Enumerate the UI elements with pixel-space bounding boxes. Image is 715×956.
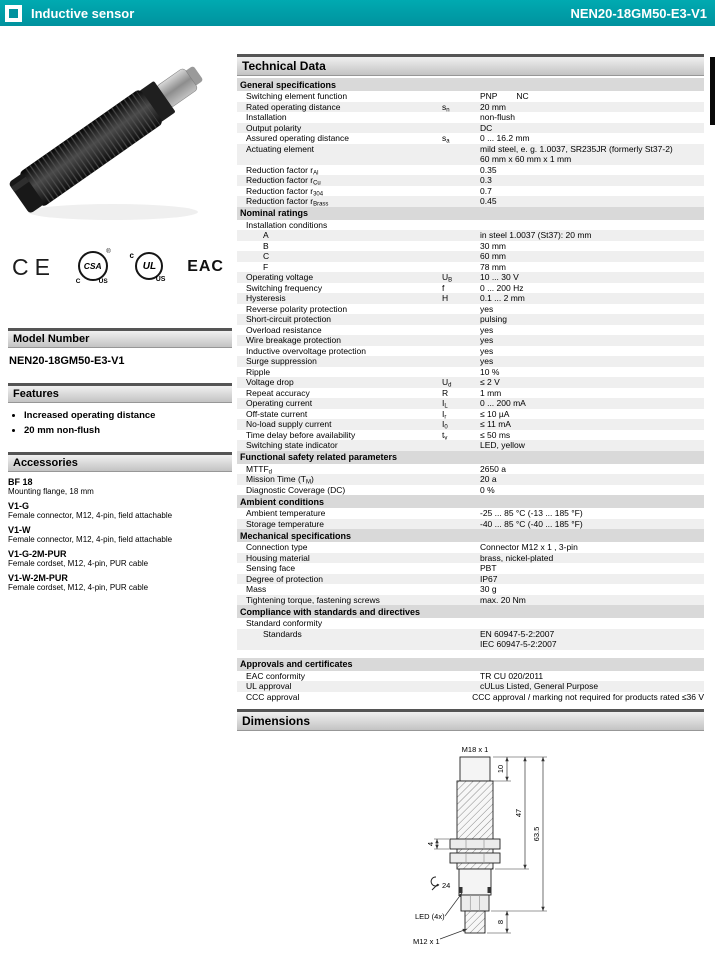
spec-row <box>237 681 704 692</box>
spec-value: yes <box>480 345 494 356</box>
spec-value: TR CU 020/2011 <box>480 670 544 681</box>
top-header-bar <box>0 0 715 26</box>
spec-label: EAC conformity <box>246 670 306 681</box>
section-title: General specifications <box>237 78 704 91</box>
spec-value: -25 ... 85 °C (-13 ... 185 °F) <box>480 508 583 518</box>
spec-value: mild steel, e. g. 1.0037, SR235JR (formerly St37-2) 60 mm x 60 mm x 1 mm <box>480 143 673 164</box>
spec-row <box>237 133 704 144</box>
spec-value: LED, yellow <box>480 440 525 450</box>
spec-row <box>237 262 704 273</box>
spec-value: -40 ... 85 °C (-40 ... 185 °F) <box>480 518 583 529</box>
spec-symbol <box>442 186 480 197</box>
spec-value: 0 ... 16.2 mm <box>480 133 530 143</box>
model-number-value: NEN20-18GM50-E3-V1 <box>9 355 125 367</box>
spec-value: 20 a <box>480 474 497 484</box>
section-title: Approvals and certificates <box>237 658 704 671</box>
spec-symbol <box>442 251 480 262</box>
model-number-heading: Model Number <box>8 328 232 348</box>
spec-symbol <box>442 220 480 231</box>
spec-value: ≤ 50 ms <box>480 429 511 440</box>
spec-label: Storage temperature <box>246 518 324 529</box>
spec-label: Short-circuit protection <box>246 314 332 324</box>
spec-symbol: $I_0$ <box>442 419 448 431</box>
drawing-sensing-sleeve <box>460 757 490 781</box>
spec-symbol <box>442 144 480 165</box>
spec-value: PNP NC <box>480 91 529 101</box>
spec-row <box>237 542 704 553</box>
spec-label: Assured operating distance <box>246 133 350 143</box>
spec-row <box>237 304 704 315</box>
accessories-heading: Accessories <box>8 452 232 472</box>
spec-row <box>237 574 704 585</box>
spec-label: Time delay before availability <box>246 429 356 440</box>
spec-symbol: R <box>442 387 449 398</box>
spec-symbol <box>442 681 480 692</box>
spec-symbol <box>442 440 480 451</box>
left-column <box>8 30 232 592</box>
spec-value: 0.7 <box>480 185 492 196</box>
spec-row <box>237 474 704 485</box>
section-title: Mechanical specifications <box>237 529 704 542</box>
spec-row <box>237 165 704 176</box>
spec-value: 0 ... 200 Hz <box>480 282 524 293</box>
spec-row <box>237 419 704 430</box>
accessory-description: Mounting flange, 18 mm <box>8 487 94 496</box>
accessory-description: Female cordset, M12, 4-pin, PUR cable <box>8 559 149 568</box>
spec-row <box>237 508 704 519</box>
spec-row <box>237 175 704 186</box>
spec-value: 0 ... 200 mA <box>480 398 526 408</box>
spec-row <box>237 123 704 134</box>
dim-label-63-5: 63.5 <box>532 826 541 842</box>
accessory-item <box>8 573 232 592</box>
drawing-led-right <box>488 887 491 893</box>
spec-row <box>237 314 704 325</box>
spec-label: Installation <box>246 112 287 122</box>
accessory-item <box>8 501 232 520</box>
spec-row <box>237 283 704 294</box>
spec-label: B <box>263 240 269 251</box>
spec-row <box>237 377 704 388</box>
spec-row <box>237 196 704 207</box>
spec-label: C <box>263 251 270 261</box>
csa-text: CSA <box>83 261 102 271</box>
spec-label: Standard conformity <box>246 618 323 628</box>
spec-row <box>237 144 704 165</box>
spec-symbol <box>442 629 480 650</box>
inductive-sensor-icon <box>5 5 22 22</box>
spec-symbol: f <box>442 282 445 293</box>
spec-label: Reduction factor $r_{304}$ <box>246 185 324 197</box>
accessory-name: V1-W <box>8 525 31 535</box>
spec-value: 0.3 <box>480 175 492 185</box>
right-column <box>237 54 704 956</box>
spec-symbol <box>442 91 480 102</box>
csa-c-label: C <box>75 278 81 285</box>
spec-row <box>237 346 704 357</box>
spec-row <box>237 618 704 629</box>
spec-value: 30 g <box>480 584 497 594</box>
spec-value: ≤ 2 V <box>480 377 500 387</box>
spec-row <box>237 584 704 595</box>
dimension-drawing-image <box>405 743 615 951</box>
spec-row <box>237 409 704 420</box>
spec-row <box>237 220 704 231</box>
product-category-title: Inductive sensor <box>31 5 135 21</box>
ce-mark-logo: CE <box>12 253 56 280</box>
spec-value: 60 mm <box>480 251 506 261</box>
csa-circle <box>78 249 111 281</box>
spec-row <box>237 692 704 703</box>
product-photo <box>8 30 232 232</box>
section-title: Nominal ratings <box>237 207 704 220</box>
spec-label: Ripple <box>246 366 271 377</box>
spec-value: yes <box>480 335 494 345</box>
spec-label: Actuating element <box>246 143 315 154</box>
wrench-icon <box>431 877 439 890</box>
spec-value: DC <box>480 122 493 133</box>
ul-text: UL <box>142 260 157 272</box>
accessory-description: Female connector, M12, 4-pin, field attachable <box>8 511 173 520</box>
spec-label: Overload resistance <box>246 324 322 335</box>
drawing-nut-1 <box>450 839 500 849</box>
spec-label: Inductive overvoltage protection <box>246 345 367 356</box>
drawing-connector-hex <box>461 895 489 911</box>
page-edge-mark <box>710 57 715 125</box>
accessory-description: Female cordset, M12, 4-pin, PUR cable <box>8 583 149 592</box>
spec-symbol <box>442 553 480 564</box>
spec-label: Diagnostic Coverage (DC) <box>246 484 346 495</box>
spec-symbol <box>442 262 480 273</box>
inductive-sensor-icon-inner <box>9 9 18 18</box>
spec-symbol <box>442 123 480 134</box>
spec-label: Sensing face <box>246 563 296 573</box>
spec-row <box>237 335 704 346</box>
spec-label: Installation conditions <box>246 219 328 230</box>
spec-row <box>237 519 704 530</box>
spec-symbol: $t_v$ <box>442 429 448 441</box>
dim-label-24: 24 <box>442 881 451 890</box>
spec-symbol <box>442 346 480 357</box>
spec-symbol <box>442 508 480 519</box>
section-title: Compliance with standards and directives <box>237 605 704 618</box>
spec-label: Tightening torque, fastening screws <box>246 594 380 605</box>
spec-value: 78 mm <box>480 261 506 272</box>
spec-value: 0.35 <box>480 164 497 175</box>
spec-symbol <box>442 314 480 325</box>
spec-row <box>237 186 704 197</box>
csa-mark-logo <box>76 249 110 285</box>
dim-label-8: 8 <box>496 919 505 925</box>
technical-data-table <box>237 78 704 702</box>
spec-symbol <box>442 618 480 629</box>
ul-us-label: US <box>155 276 166 283</box>
spec-value: in steel 1.0037 (St37): 20 mm <box>480 230 592 240</box>
spec-label: CCC approval <box>246 691 300 702</box>
spec-symbol <box>442 112 480 123</box>
eac-mark-logo: EAC <box>187 258 224 275</box>
spec-symbol <box>442 304 480 315</box>
spec-row <box>237 272 704 283</box>
spec-symbol <box>442 356 480 367</box>
spec-label: Operating voltage <box>246 272 314 282</box>
spec-label: Voltage drop <box>246 377 294 387</box>
spec-value: 10 % <box>480 366 500 377</box>
drawing-led-left <box>460 887 463 893</box>
spec-value: yes <box>480 324 494 335</box>
spec-label: Housing material <box>246 552 310 563</box>
spec-label: Reduction factor $r_{Al}$ <box>246 164 319 176</box>
spec-value: 1 mm <box>480 387 502 398</box>
csa-registered-mark: ® <box>106 249 111 255</box>
spec-value: EN 60947-5-2:2007 IEC 60947-5-2:2007 <box>480 628 557 649</box>
spec-value: yes <box>480 356 494 366</box>
spec-symbol: $s_n$ <box>442 101 450 113</box>
spec-symbol: $I_r$ <box>442 408 447 420</box>
spec-value: CCC approval / marking not required for products rated ≤36 V <box>472 691 704 702</box>
spec-row <box>237 430 704 441</box>
certification-logos <box>12 246 224 288</box>
spec-row <box>237 356 704 367</box>
dim-label-47: 47 <box>514 808 523 818</box>
spec-label: Ambient temperature <box>246 508 326 518</box>
accessories-list <box>8 477 232 592</box>
spec-symbol: $U_d$ <box>442 377 452 389</box>
spec-value: max. 20 Nm <box>480 594 526 605</box>
spec-row <box>237 398 704 409</box>
spec-row <box>237 230 704 241</box>
spec-label: UL approval <box>246 681 292 691</box>
spec-row <box>237 388 704 399</box>
spec-label: Connection type <box>246 542 308 552</box>
dimensions-heading: Dimensions <box>237 709 704 731</box>
spec-value: ≤ 11 mA <box>480 419 511 429</box>
spec-row <box>237 293 704 304</box>
technical-data-heading: Technical Data <box>237 54 704 76</box>
spec-label: F <box>263 261 269 272</box>
spec-symbol: H <box>442 293 449 303</box>
spec-symbol <box>442 519 480 530</box>
spec-label: Mission Time $(T_M)$ <box>246 474 314 486</box>
accessory-name: V1-G-2M-PUR <box>8 549 67 559</box>
spec-value: 10 ... 30 V <box>480 272 519 282</box>
spec-label: Reduction factor $r_{Brass}$ <box>246 196 329 208</box>
spec-row <box>237 553 704 564</box>
spec-label: Reduction factor $r_{Cu}$ <box>246 175 321 187</box>
header-model-number: NEN20-18GM50-E3-V1 <box>570 5 707 21</box>
spec-value: 0 % <box>480 484 495 495</box>
spec-value: pulsing <box>480 314 507 324</box>
spec-label: Rated operating distance <box>246 101 341 112</box>
spec-label: Off-state current <box>246 408 308 419</box>
spec-value: ≤ 10 µA <box>480 408 510 419</box>
accessory-name: V1-G <box>8 501 30 511</box>
spec-row <box>237 241 704 252</box>
spec-value: 0.1 ... 2 mm <box>480 293 525 303</box>
spec-symbol <box>442 196 480 207</box>
spec-label: Operating current <box>246 398 313 408</box>
accessory-item <box>8 477 232 496</box>
dim-label-m18: M18 x 1 <box>461 745 489 754</box>
spec-symbol <box>442 574 480 585</box>
spec-label: No-load supply current <box>246 419 332 429</box>
spec-label: Repeat accuracy <box>246 387 310 398</box>
spec-symbol <box>442 671 480 682</box>
spec-value: PBT <box>480 563 497 573</box>
spec-row <box>237 595 704 606</box>
spec-label: Switching state indicator <box>246 440 338 450</box>
accessory-description: Female connector, M12, 4-pin, field attachable <box>8 535 173 544</box>
spec-label: Mass <box>246 584 267 594</box>
features-list <box>8 410 232 436</box>
feature-item: • Increased operating distance <box>24 410 232 421</box>
spec-symbol <box>442 175 480 186</box>
features-heading: Features <box>8 383 232 403</box>
dim-label-led: LED (4x) <box>415 912 445 921</box>
spec-value: 0.45 <box>480 196 497 206</box>
spec-label: Reverse polarity protection <box>246 303 348 314</box>
accessory-name: BF 18 <box>8 477 33 487</box>
spec-symbol <box>442 241 480 252</box>
spec-label: A <box>263 230 269 240</box>
spec-row <box>237 325 704 336</box>
spec-row <box>237 464 704 475</box>
spec-row <box>237 440 704 451</box>
spec-value: yes <box>480 303 494 314</box>
spec-label: Switching frequency <box>246 282 323 293</box>
spec-value: 20 mm <box>480 101 506 112</box>
spec-symbol <box>442 335 480 346</box>
drawing-nut-2 <box>450 853 500 863</box>
dim-label-m12: M12 x 1 <box>413 937 440 946</box>
spec-symbol <box>442 584 480 595</box>
spec-row <box>237 485 704 496</box>
spec-value <box>480 618 704 629</box>
spec-symbol <box>442 230 480 241</box>
ul-c-label: c <box>129 251 134 260</box>
spec-value: 2650 a <box>480 463 506 474</box>
spec-row <box>237 102 704 113</box>
spec-label: Degree of protection <box>246 573 324 584</box>
spec-symbol <box>442 474 480 485</box>
spec-label: Switching element function <box>246 91 348 101</box>
spec-row <box>237 563 704 574</box>
spec-row <box>237 367 704 378</box>
spec-label: Wire breakage protection <box>246 335 341 345</box>
spec-symbol <box>435 692 472 703</box>
spec-row <box>237 629 704 650</box>
spec-row <box>237 671 704 682</box>
spec-symbol: $I_L$ <box>442 398 448 410</box>
culus-mark-logo <box>129 249 167 285</box>
accessory-item <box>8 525 232 544</box>
csa-us-label: US <box>98 278 108 285</box>
accessory-item <box>8 549 232 568</box>
spec-value <box>480 220 704 231</box>
spec-row <box>237 251 704 262</box>
spec-row <box>237 112 704 123</box>
spec-row <box>237 91 704 102</box>
feature-item: • 20 mm non-flush <box>24 425 232 436</box>
section-title: Ambient conditions <box>237 495 704 508</box>
spec-symbol: $U_B$ <box>442 272 453 284</box>
spec-symbol <box>442 464 480 475</box>
spec-symbol: $s_a$ <box>442 133 450 145</box>
spec-symbol <box>442 165 480 176</box>
spec-label: Hysteresis <box>246 293 286 303</box>
dimension-drawing <box>237 731 704 956</box>
drawing-body <box>459 869 491 895</box>
spec-symbol <box>442 542 480 553</box>
spec-value: non-flush <box>480 112 515 122</box>
spec-symbol <box>442 485 480 496</box>
spec-label: Surge suppression <box>246 356 317 366</box>
section-gap <box>237 650 704 658</box>
spec-value: IP67 <box>480 573 498 584</box>
accessory-name: V1-W-2M-PUR <box>8 573 68 583</box>
dim-label-4: 4 <box>426 841 435 847</box>
spec-value: cULus Listed, General Purpose <box>480 681 599 691</box>
spec-value: brass, nickel-plated <box>480 552 554 563</box>
spec-label: $MTTF_d$ <box>246 463 273 475</box>
spec-value: 30 mm <box>480 240 506 251</box>
spec-symbol <box>442 367 480 378</box>
spec-label: Standards <box>263 628 302 639</box>
spec-symbol <box>442 325 480 336</box>
dim-label-10: 10 <box>496 764 505 774</box>
spec-label: Output polarity <box>246 122 302 133</box>
spec-symbol <box>442 563 480 574</box>
spec-symbol <box>442 595 480 606</box>
spec-value: Connector M12 x 1 , 3-pin <box>480 542 578 552</box>
section-title: Functional safety related parameters <box>237 451 704 464</box>
drawing-m12-thread <box>465 911 485 933</box>
product-photo-image <box>8 30 226 232</box>
